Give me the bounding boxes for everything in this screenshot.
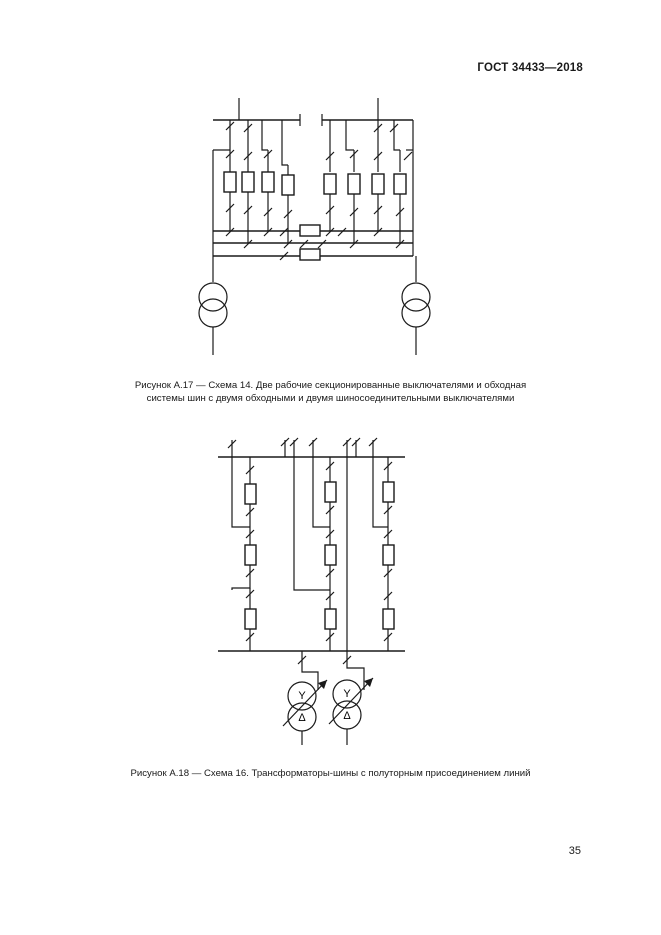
figure-18-caption-text: Рисунок А.18 — Схема 16. Трансформаторы-шины с полуторным присоединением линий <box>130 768 531 779</box>
autotransformer-2 <box>329 678 373 745</box>
figure-18-caption <box>0 768 661 781</box>
document-standard-header: ГОСТ 34433—2018 <box>477 62 583 74</box>
delta-winding-symbol-2: Δ <box>343 710 351 722</box>
string-middle <box>325 457 336 651</box>
figure-17-caption-line1: Рисунок А.17 — Схема 14. Две рабочие секционированные выключателями и обходная <box>134 380 527 391</box>
string-left <box>228 440 256 651</box>
star-winding-symbol-1: Y <box>298 690 306 702</box>
figure-17-caption-line2: системы шин с двумя обходными и двумя шиносоединительными выключателями <box>146 392 515 404</box>
star-winding-symbol-2: Y <box>343 688 351 700</box>
delta-winding-symbol-1: Δ <box>298 712 306 724</box>
string-right <box>383 457 394 651</box>
page-number: 35 <box>568 845 581 857</box>
